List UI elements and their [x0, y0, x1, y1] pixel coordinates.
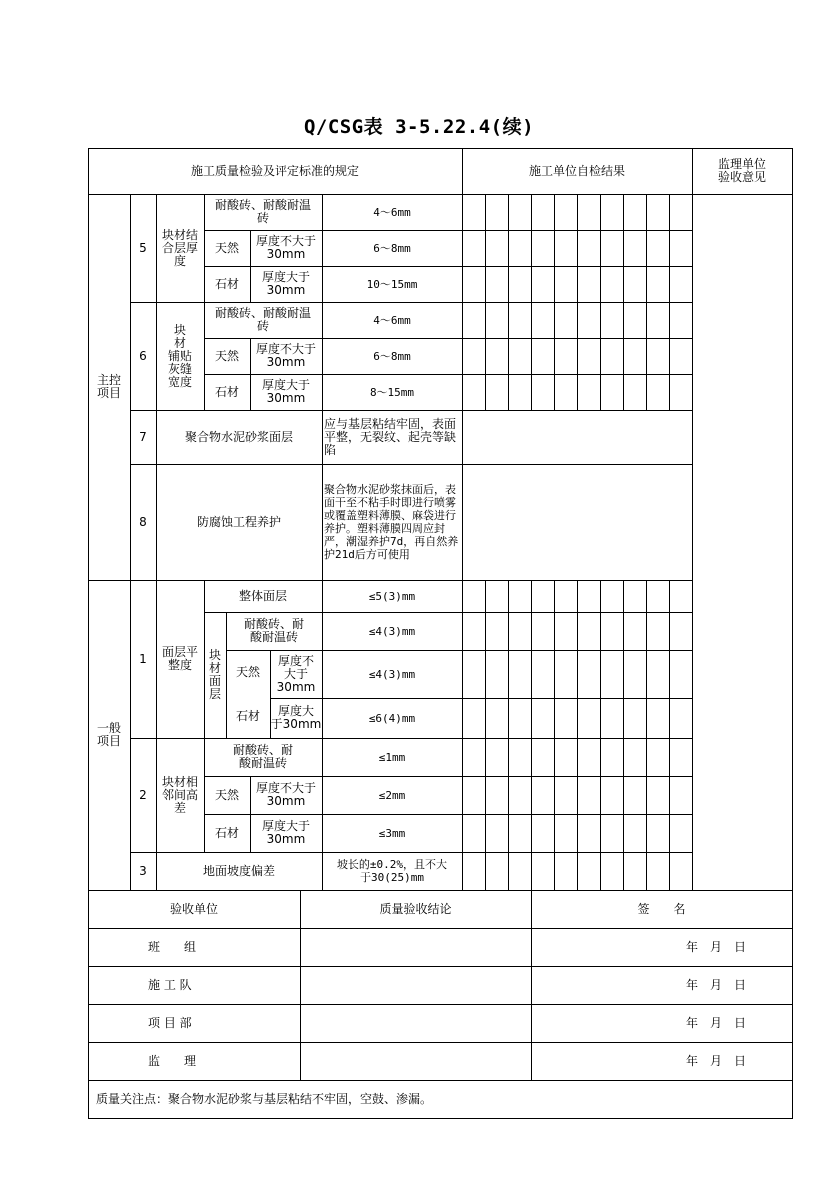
table-rule: [669, 580, 670, 739]
criterion-label: 耐酸砖、耐 酸耐温砖: [243, 617, 304, 644]
table-rule: [692, 302, 693, 411]
criterion-value: ≤3mm: [378, 826, 406, 840]
table-rule: [462, 738, 463, 853]
criterion-value: 聚合物水泥砂浆抹面后，表面干至不粘手时即进行喷雾或覆盖塑料薄膜、麻袋进行养护。塑料薄膜四周应封严，潮湿养护7d，再自然养护21d后方可使用: [324, 483, 459, 561]
acceptance-header-unit: 验收单位: [169, 901, 218, 916]
table-rule: [531, 580, 532, 739]
table-rule: [462, 194, 463, 303]
item-name: 地面坡度偏差: [202, 863, 275, 878]
item-number: 7: [139, 429, 147, 444]
table-rule: [669, 852, 670, 891]
criterion-label: 厚度大于 30mm: [261, 270, 310, 297]
table-rule: [577, 580, 578, 739]
stone-label: 天然: [214, 787, 239, 802]
criterion-label: 厚度大于 30mm: [261, 819, 310, 846]
criterion-value: 4～6mm: [373, 205, 411, 219]
table-rule: [462, 580, 463, 739]
table-rule: [623, 852, 624, 891]
table-rule: [462, 302, 463, 411]
stone-label: 天然: [235, 664, 260, 679]
table-rule: [485, 302, 486, 411]
table-rule: [508, 738, 509, 853]
table-rule: [577, 194, 578, 303]
header-standard: 施工质量检验及评定标准的规定: [190, 163, 359, 178]
table-rule: [508, 302, 509, 411]
criterion-value: 坡长的±0.2%，且不大 于30(25)mm: [336, 858, 448, 884]
table-rule: [322, 410, 323, 581]
stone-label: 石材: [214, 276, 239, 291]
table-rule: [646, 852, 647, 891]
criterion-value: 应与基层粘结牢固，表面平整，无裂纹、起壳等缺陷: [324, 416, 457, 457]
criterion-value: ≤2mm: [378, 788, 406, 802]
item-name: 块材相 邻间高 差: [161, 774, 198, 815]
group-general: 一般 项目: [96, 721, 121, 748]
table-rule: [531, 852, 532, 891]
stone-label: 天然: [214, 348, 239, 363]
form-title: Q/CSG表 3-5.22.4(续): [303, 116, 535, 138]
table-rule: [600, 302, 601, 411]
table-rule: [485, 738, 486, 853]
table-rule: [508, 194, 509, 303]
criterion-label: 厚度大 于30mm: [270, 704, 322, 731]
criterion-value: ≤5(3)mm: [368, 589, 416, 603]
acceptance-date: 年 月 日: [685, 1015, 746, 1030]
table-rule: [554, 852, 555, 891]
stone-label: 石材: [214, 384, 239, 399]
table-rule: [508, 580, 509, 739]
table-rule: [692, 852, 693, 891]
acceptance-date: 年 月 日: [685, 977, 746, 992]
item-number: 6: [139, 348, 147, 363]
criterion-label: 厚度不大于 30mm: [255, 342, 316, 369]
table-rule: [623, 580, 624, 739]
table-rule: [600, 580, 601, 739]
table-rule: [600, 194, 601, 303]
item-number: 5: [139, 240, 147, 255]
criterion-value: 6～8mm: [373, 349, 411, 363]
acceptance-unit: 班 组: [148, 939, 197, 954]
item-name: 防腐蚀工程养护: [196, 514, 281, 529]
table-rule: [646, 194, 647, 303]
item-number: 1: [139, 651, 147, 666]
table-rule: [508, 852, 509, 891]
table-rule: [462, 230, 693, 231]
table-rule: [531, 194, 532, 303]
item-number: 8: [139, 514, 147, 529]
item-name: 聚合物水泥砂浆面层: [184, 429, 293, 444]
table-rule: [554, 194, 555, 303]
table-rule: [600, 738, 601, 853]
table-rule: [485, 580, 486, 739]
group-main-control: 主控 项目: [96, 373, 121, 400]
table-rule: [669, 302, 670, 411]
criterion-label: 厚度不大于 30mm: [255, 234, 316, 261]
acceptance-header-conclusion: 质量验收结论: [379, 901, 452, 916]
table-rule: [692, 194, 693, 303]
criterion-label: 耐酸砖、耐酸耐温 砖: [214, 198, 311, 225]
table-rule: [646, 302, 647, 411]
table-rule: [646, 580, 647, 739]
acceptance-unit: 监 理: [148, 1053, 197, 1068]
table-rule: [531, 302, 532, 411]
criterion-label: 耐酸砖、耐 酸耐温砖: [232, 743, 293, 770]
criterion-label: 耐酸砖、耐酸耐温 砖: [214, 306, 311, 333]
criterion-value: 10～15mm: [366, 277, 418, 291]
table-rule: [462, 410, 693, 411]
table-rule: [623, 302, 624, 411]
quality-note: 质量关注点：聚合物水泥砂浆与基层粘结不牢固，空鼓、渗漏。: [96, 1092, 433, 1106]
table-rule: [792, 148, 793, 1119]
item-name: 面层平 整度: [161, 645, 198, 672]
table-rule: [462, 338, 693, 339]
table-rule: [554, 580, 555, 739]
table-rule: [577, 738, 578, 853]
table-rule: [462, 266, 693, 267]
header-self-check: 施工单位自检结果: [528, 163, 625, 178]
table-rule: [485, 852, 486, 891]
table-rule: [88, 1080, 793, 1081]
stone-label: 石材: [235, 708, 260, 723]
item-number: 2: [139, 787, 147, 802]
acceptance-unit: 项 目 部: [148, 1015, 192, 1030]
criterion-value: ≤6(4)mm: [368, 711, 416, 725]
table-rule: [577, 302, 578, 411]
table-rule: [577, 852, 578, 891]
stone-label: 天然: [214, 240, 239, 255]
block-label: 块 材 面 层: [208, 648, 221, 701]
criterion-label: 整体面层: [238, 588, 287, 603]
table-rule: [600, 852, 601, 891]
criterion-label: 厚度大于 30mm: [261, 378, 310, 405]
header-supervisor: 监理单位 验收意见: [717, 157, 766, 184]
table-rule: [554, 738, 555, 853]
table-rule: [623, 194, 624, 303]
criterion-value: ≤1mm: [378, 750, 406, 764]
stone-label: 石材: [214, 825, 239, 840]
table-rule: [485, 194, 486, 303]
table-rule: [692, 580, 693, 739]
acceptance-unit: 施 工 队: [148, 977, 192, 992]
acceptance-header-sign: 签 名: [637, 901, 686, 916]
table-rule: [462, 852, 463, 891]
criterion-value: ≤4(3)mm: [368, 624, 416, 638]
acceptance-date: 年 月 日: [685, 939, 746, 954]
table-rule: [554, 302, 555, 411]
criterion-label: 厚度不大于 30mm: [255, 781, 316, 808]
table-rule: [623, 738, 624, 853]
criterion-value: 6～8mm: [373, 241, 411, 255]
table-rule: [88, 1118, 793, 1119]
criterion-value: 8～15mm: [369, 385, 415, 399]
table-rule: [669, 194, 670, 303]
table-rule: [462, 374, 693, 375]
item-number: 3: [139, 863, 147, 878]
table-rule: [692, 738, 693, 853]
criterion-value: 4～6mm: [373, 313, 411, 327]
criterion-value: ≤4(3)mm: [368, 667, 416, 681]
criterion-label: 厚度不 大于 30mm: [276, 653, 316, 694]
table-rule: [531, 738, 532, 853]
table-rule: [646, 738, 647, 853]
item-name: 块 材 铺贴 灰缝 宽度: [167, 322, 192, 389]
acceptance-date: 年 月 日: [685, 1053, 746, 1068]
table-rule: [669, 738, 670, 853]
item-name: 块材结 合层厚 度: [161, 227, 198, 268]
